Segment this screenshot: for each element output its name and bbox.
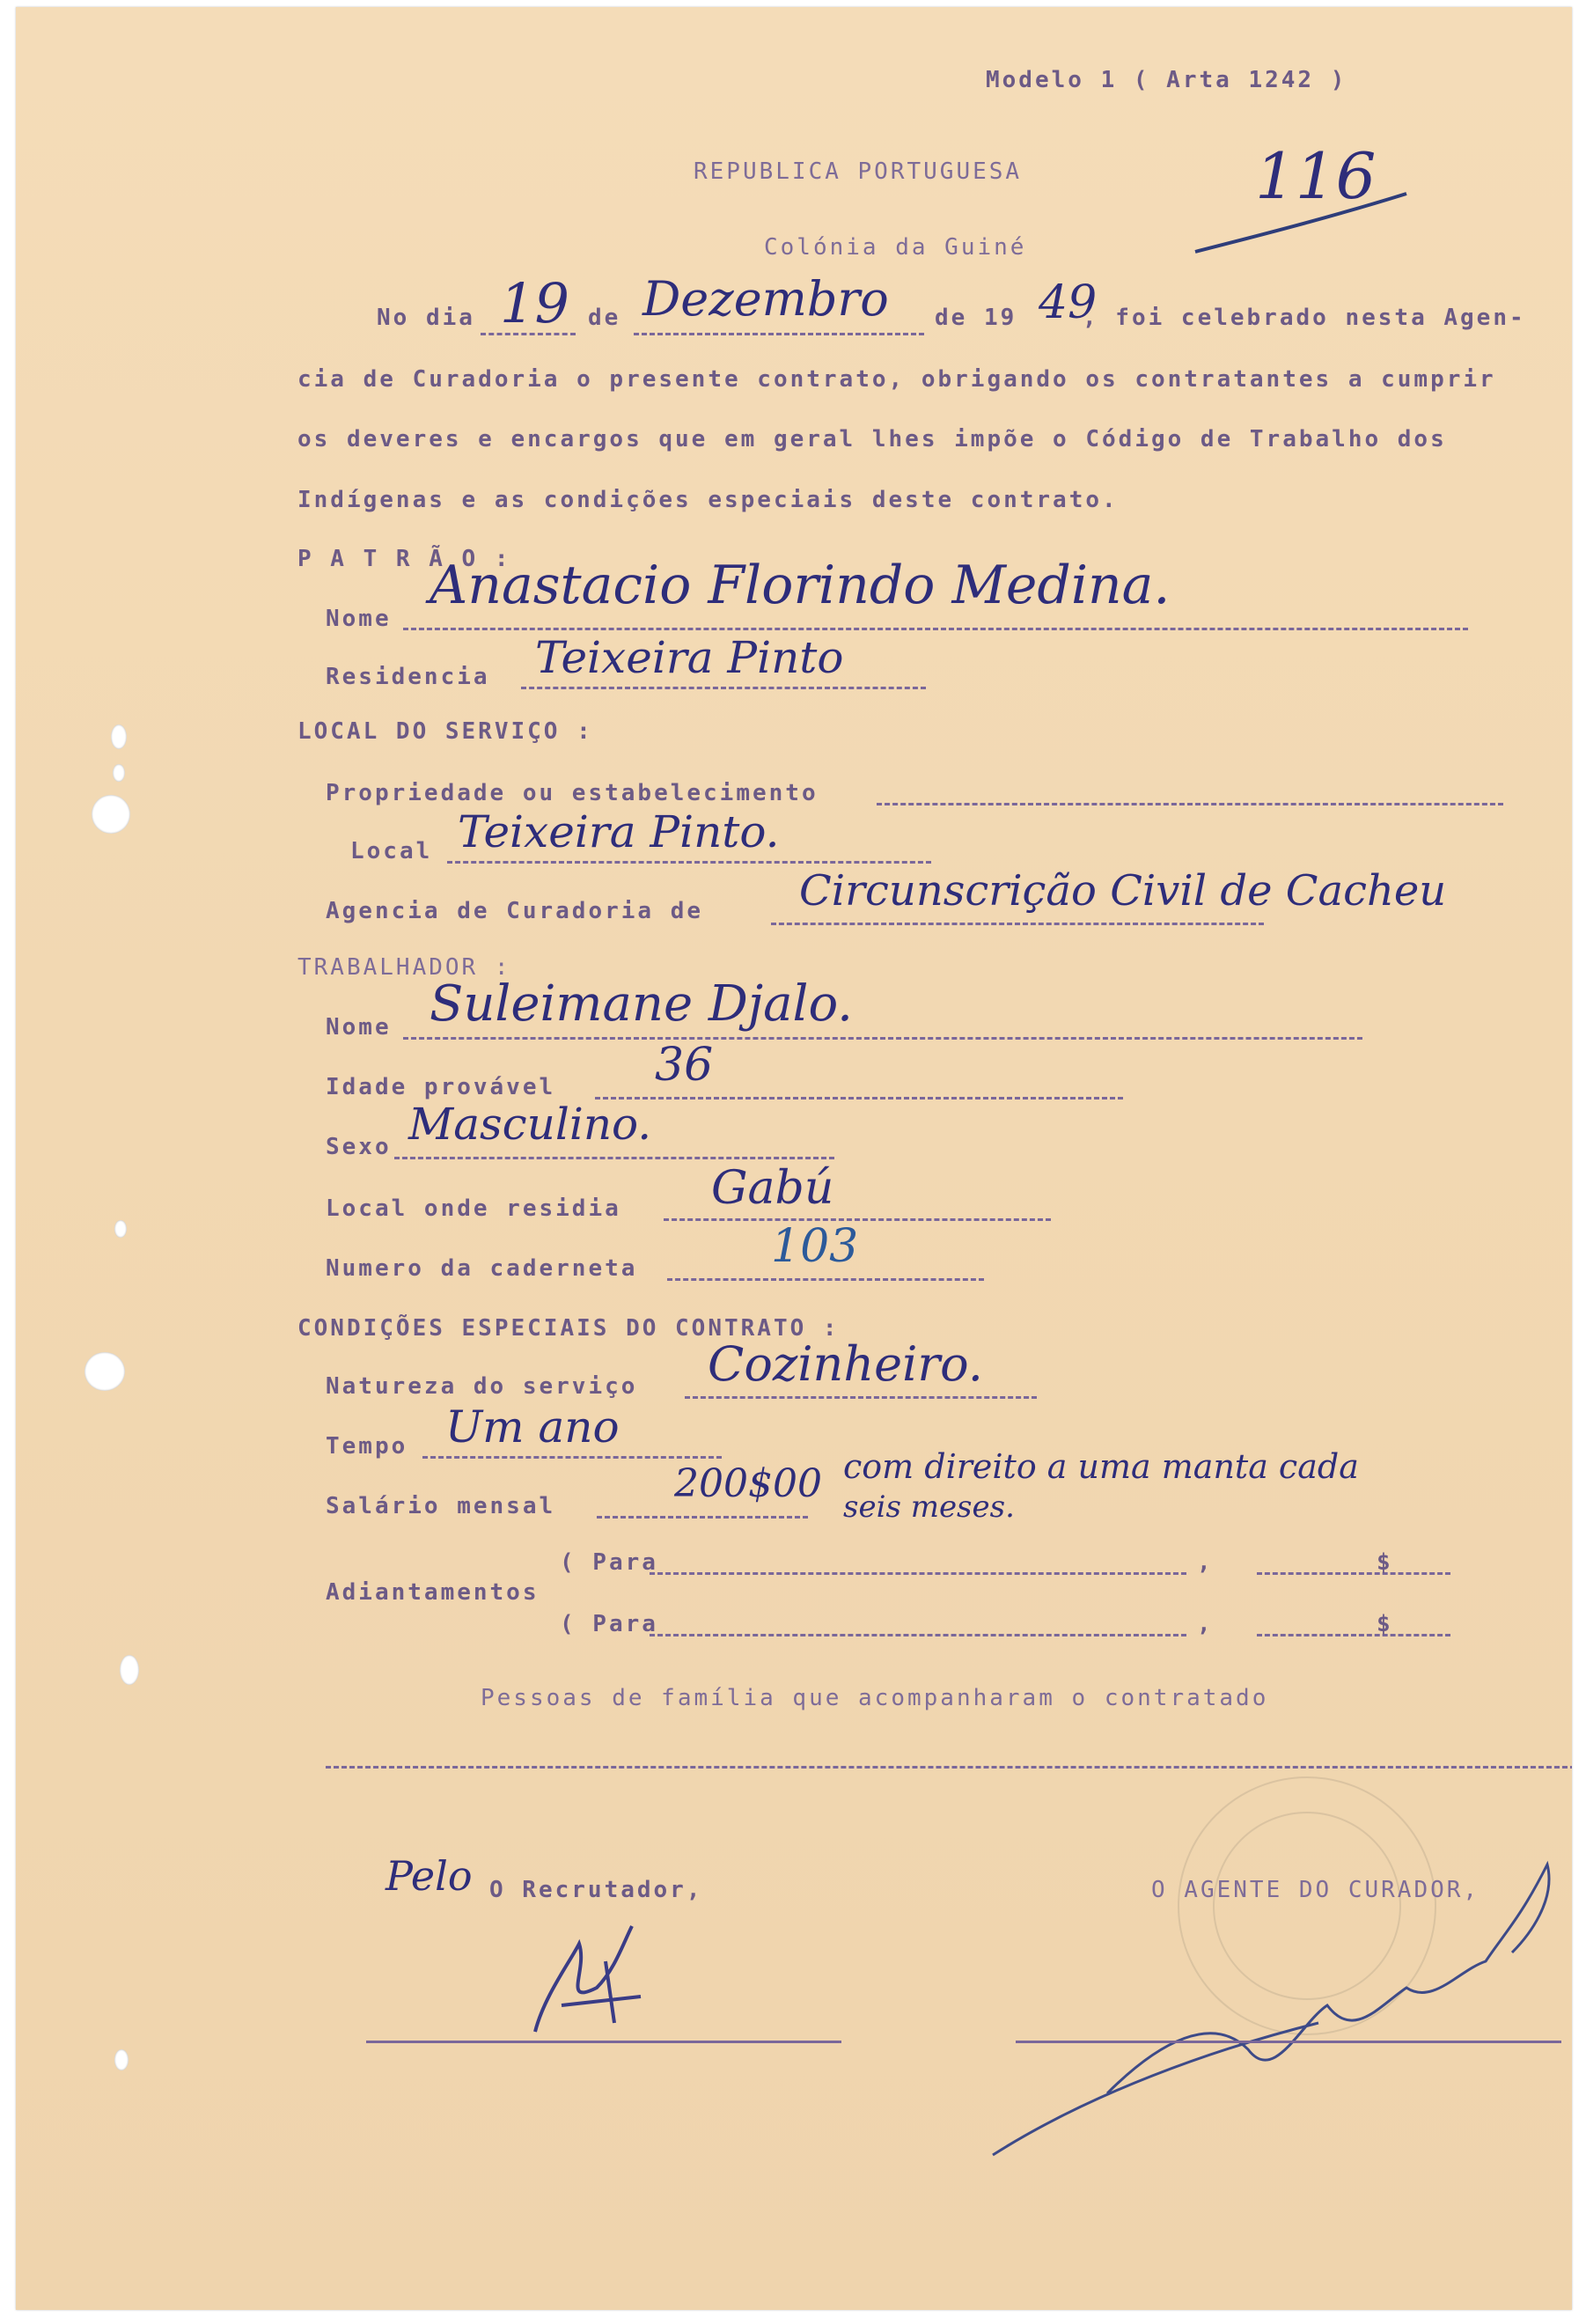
para-comma-1: , <box>1197 1549 1214 1576</box>
intro-line-2: cia de Curadoria o presente contrato, obrigando os contratantes a cumprir <box>297 366 1496 393</box>
servico-heading: LOCAL DO SERVIÇO : <box>297 718 593 745</box>
punch-hole <box>113 764 125 782</box>
para-amount-line-2 <box>1257 1634 1450 1636</box>
familia-label: Pessoas de família que acompanharam o contratado <box>481 1685 1269 1711</box>
idade-value: 36 <box>655 1039 714 1092</box>
para-label-2: ( Para <box>560 1611 658 1637</box>
intro-line-3: os deveres e encargos que em geral lhes impõe o Código de Trabalho dos <box>297 426 1447 452</box>
intro-line-4: Indígenas e as condições especiais deste contrato. <box>297 487 1119 513</box>
sexo-label: Sexo <box>326 1134 392 1160</box>
patrao-residencia-value: Teixeira Pinto <box>535 632 844 683</box>
salario-label: Salário mensal <box>326 1493 556 1519</box>
para-cifrao-1: $ <box>1377 1549 1393 1576</box>
servico-local-line <box>447 861 931 864</box>
intro-year: 49 <box>1039 276 1098 329</box>
condicoes-heading: CONDIÇÕES ESPECIAIS DO CONTRATO : <box>297 1315 840 1342</box>
agente-label: O AGENTE DO CURADOR, <box>1151 1877 1480 1903</box>
punch-hole <box>114 2049 128 2070</box>
document-number: 116 <box>1255 139 1377 213</box>
caderneta-line <box>667 1278 984 1281</box>
trabalhador-nome-value: Suleimane Djalo. <box>430 975 853 1033</box>
servico-local-value: Teixeira Pinto. <box>458 806 780 857</box>
patrao-nome-label: Nome <box>326 606 392 632</box>
patrao-heading: P A T R Ã O : <box>297 546 511 572</box>
salario-note-2: seis meses. <box>843 1489 1015 1525</box>
intro-day: 19 <box>500 271 569 335</box>
recrutador-label: O Recrutador, <box>489 1877 703 1903</box>
sexo-line <box>394 1157 834 1159</box>
propriedade-label: Propriedade ou estabelecimento <box>326 780 819 806</box>
agencia-value: Circunscrição Civil de Cacheu <box>799 866 1447 916</box>
para-line-1 <box>650 1572 1186 1575</box>
tempo-line <box>422 1456 722 1459</box>
punch-hole <box>92 795 130 834</box>
tempo-value: Um ano <box>445 1401 620 1452</box>
para-line-2 <box>650 1634 1186 1636</box>
intro-month-line <box>634 333 924 335</box>
pelo-handwritten: Pelo <box>385 1852 473 1900</box>
intro-rest: , foi celebrado nesta Agen- <box>1083 305 1526 331</box>
para-amount-line-1 <box>1257 1572 1450 1575</box>
para-comma-2: , <box>1197 1611 1214 1637</box>
para-cifrao-2: $ <box>1377 1611 1393 1637</box>
caderneta-value: 103 <box>771 1220 859 1273</box>
caderneta-label: Numero da caderneta <box>326 1255 638 1282</box>
agente-signature <box>984 1829 1572 2164</box>
patrao-residencia-label: Residencia <box>326 664 490 690</box>
intro-day-line <box>481 333 576 335</box>
intro-de: de <box>588 305 621 331</box>
idade-line <box>595 1097 1123 1099</box>
adiantamentos-label: Adiantamentos <box>326 1579 540 1606</box>
colony-title: Colónia da Guiné <box>764 234 1027 261</box>
natureza-line <box>685 1396 1037 1399</box>
document-sheet <box>16 7 1572 2310</box>
patrao-nome-value: Anastacio Florindo Medina. <box>430 555 1171 616</box>
intro-de-year: de 19 <box>935 305 1017 331</box>
punch-hole <box>84 1352 125 1391</box>
recrutador-signature <box>509 1908 685 2049</box>
propriedade-line <box>877 803 1503 805</box>
intro-month: Dezembro <box>642 271 889 327</box>
punch-hole <box>111 724 127 749</box>
salario-line <box>597 1516 808 1519</box>
salario-value: 200$00 <box>674 1461 822 1506</box>
residia-label: Local onde residia <box>326 1195 621 1222</box>
residia-value: Gabú <box>711 1162 834 1215</box>
agencia-line <box>771 923 1264 925</box>
agente-line <box>1016 2041 1561 2043</box>
idade-label: Idade provável <box>326 1074 556 1100</box>
trabalhador-nome-label: Nome <box>326 1014 392 1041</box>
punch-hole <box>120 1655 139 1685</box>
agencia-label: Agencia de Curadoria de <box>326 898 704 924</box>
republic-title: REPUBLICA PORTUGUESA <box>694 158 1023 185</box>
patrao-residencia-line <box>521 687 926 689</box>
document-number-underline <box>1186 183 1415 262</box>
trabalhador-heading: TRABALHADOR : <box>297 954 511 981</box>
natureza-label: Natureza do serviço <box>326 1373 638 1400</box>
familia-line <box>326 1766 1572 1769</box>
para-label-1: ( Para <box>560 1549 658 1576</box>
tempo-label: Tempo <box>326 1433 408 1460</box>
patrao-nome-line <box>403 628 1468 630</box>
intro-no-dia: No dia <box>377 305 475 331</box>
salario-note-1: com direito a uma manta cada <box>843 1447 1359 1486</box>
servico-local-label: Local <box>350 838 433 864</box>
punch-hole <box>114 1220 127 1238</box>
trabalhador-nome-line <box>403 1037 1362 1040</box>
recrutador-line <box>366 2041 841 2043</box>
model-reference: Modelo 1 ( Arta 1242 ) <box>986 67 1347 93</box>
sexo-value: Masculino. <box>408 1099 652 1150</box>
natureza-value: Cozinheiro. <box>708 1336 983 1392</box>
